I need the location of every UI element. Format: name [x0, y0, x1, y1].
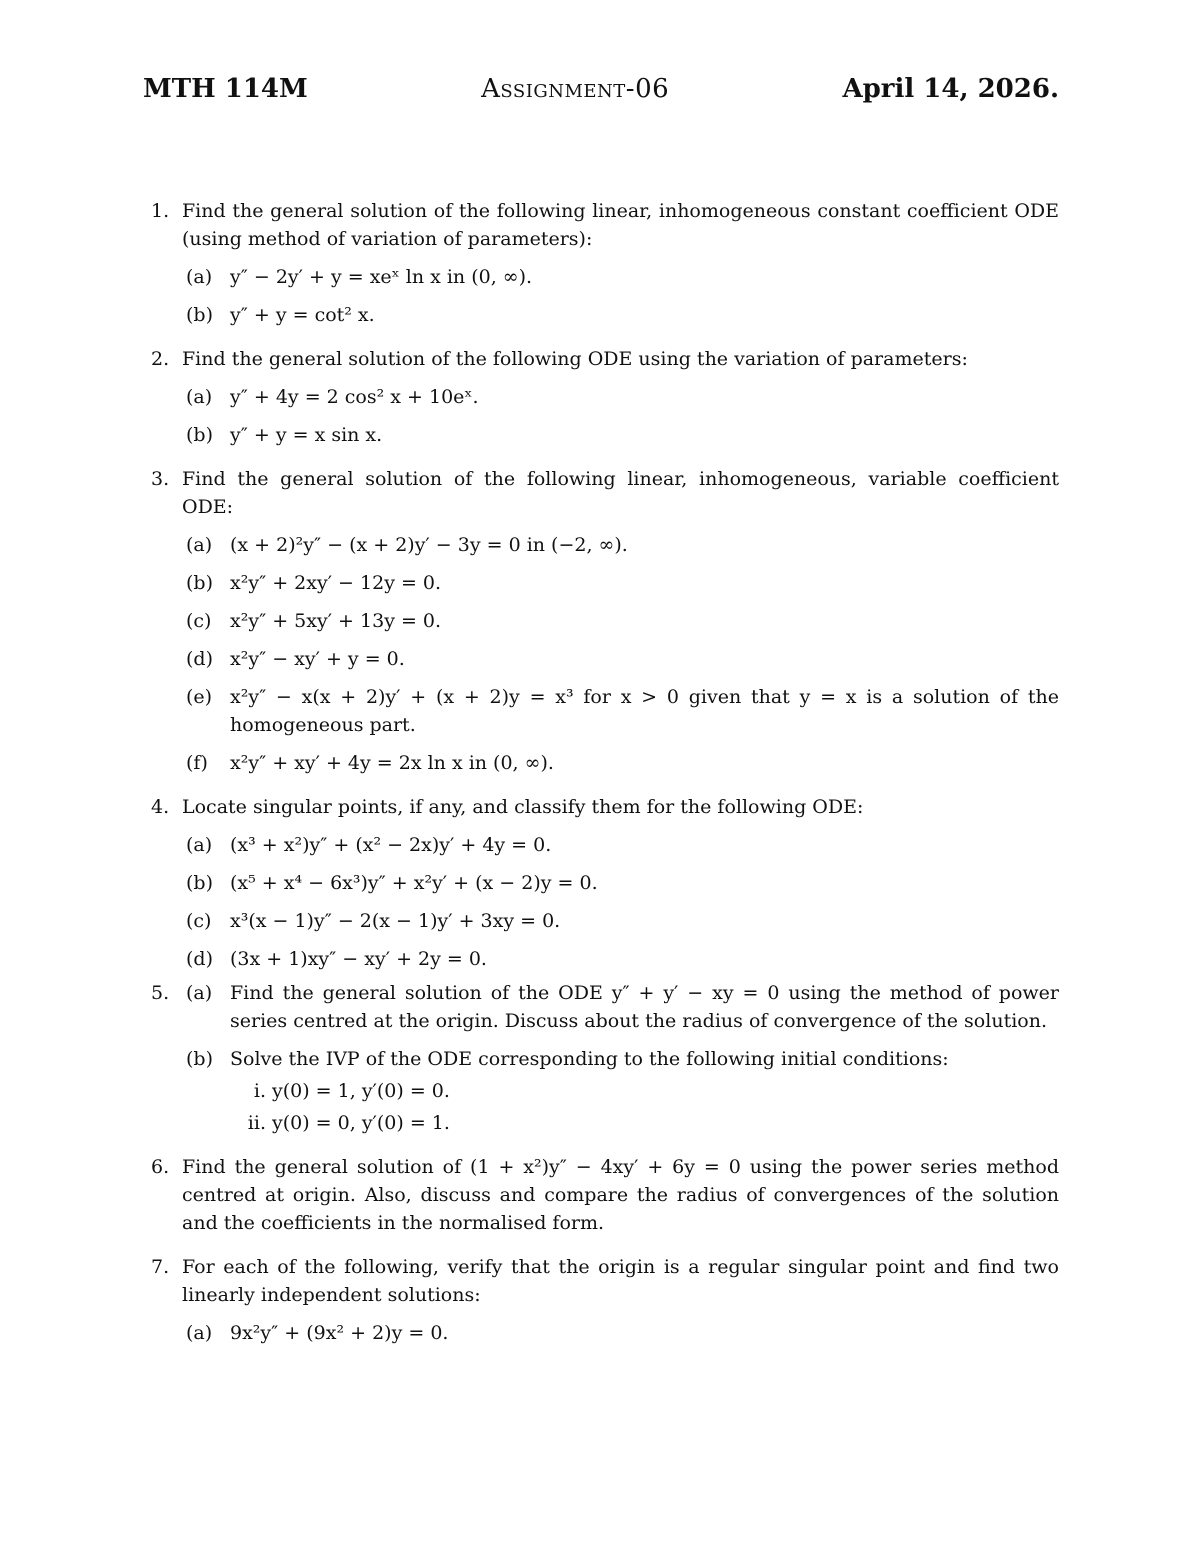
part-label: (a): [186, 386, 213, 408]
problem-3-part: [182, 607, 1059, 635]
subpart-item: [230, 1109, 1059, 1137]
part-text: (3x + 1)xy″ − xy′ + 2y = 0.: [230, 948, 487, 970]
problem-2-part: [182, 421, 1059, 449]
problem-4-part: [182, 869, 1059, 897]
subpart-item: [230, 1077, 1059, 1105]
problem-1-part: [182, 301, 1059, 329]
problem-statement: Locate singular points, if any, and classify them for the following ODE:: [182, 796, 864, 818]
part-text: y″ − 2y′ + y = xeˣ ln x in (0, ∞).: [230, 266, 533, 288]
problem-3-part: [182, 569, 1059, 597]
problem-6: [143, 1153, 1059, 1237]
problem-5-part: [182, 979, 1059, 1035]
part-label: (a): [186, 266, 213, 288]
subpart-text: y(0) = 0, y′(0) = 1.: [272, 1112, 450, 1134]
part-text: y″ + 4y = 2 cos² x + 10eˣ.: [230, 386, 479, 408]
problem-3-part: [182, 749, 1059, 777]
subpart-list: [230, 1077, 1059, 1137]
subpart-label: ii.: [247, 1112, 266, 1134]
part-text: x²y″ + 5xy′ + 13y = 0.: [230, 610, 442, 632]
problem-statement: Find the general solution of the following ODE using the variation of parameters:: [182, 348, 968, 370]
problem-statement: Find the general solution of the following linear, inhomogeneous constant coefficient ODE (using method of variation of parameters):: [182, 200, 1059, 250]
problem-4-part: [182, 831, 1059, 859]
problem-statement: Find the general solution of the following linear, inhomogeneous, variable coefficient ODE:: [182, 468, 1059, 518]
problem-1-part: [182, 263, 1059, 291]
problem-1: [143, 197, 1059, 329]
problem-4: [143, 793, 1059, 973]
page-header: [143, 74, 1059, 104]
part-list: [182, 531, 1059, 777]
part-label: (c): [186, 910, 212, 932]
part-label: (d): [186, 648, 213, 670]
part-label: (b): [186, 872, 213, 894]
part-list: [182, 979, 1059, 1137]
part-label: (b): [186, 424, 213, 446]
part-label: (f): [186, 752, 208, 774]
part-text: (x⁵ + x⁴ − 6x³)y″ + x²y′ + (x − 2)y = 0.: [230, 872, 598, 894]
problem-3-part: [182, 531, 1059, 559]
part-label: (a): [186, 982, 213, 1004]
problem-list: [143, 197, 1059, 1363]
problem-2: [143, 345, 1059, 449]
problem-4-part: [182, 907, 1059, 935]
part-list: [182, 263, 1059, 329]
part-label: (b): [186, 1048, 213, 1070]
part-label: (a): [186, 1322, 213, 1344]
part-label: (e): [186, 686, 213, 708]
part-label: (a): [186, 534, 213, 556]
part-text: x²y″ + xy′ + 4y = 2x ln x in (0, ∞).: [230, 752, 554, 774]
part-list: [182, 1319, 1059, 1347]
problem-number: 4.: [151, 796, 170, 818]
part-label: (b): [186, 572, 213, 594]
problem-7: [143, 1253, 1059, 1347]
part-label: (a): [186, 834, 213, 856]
assignment-title: Assignment-06: [481, 74, 670, 104]
course-code: MTH 114M: [143, 74, 308, 104]
part-list: [182, 383, 1059, 449]
part-text: Find the general solution of the ODE y″ + y′ − xy = 0 using the method of power series centred at the origin. Discuss about the radius of convergence of the solution.: [230, 982, 1059, 1032]
part-label: (c): [186, 610, 212, 632]
problem-statement: For each of the following, verify that the origin is a regular singular point and find two linearly independent solutions:: [182, 1256, 1059, 1306]
part-text: y″ + y = x sin x.: [230, 424, 383, 446]
subpart-label: i.: [253, 1080, 266, 1102]
part-text: x²y″ + 2xy′ − 12y = 0.: [230, 572, 442, 594]
problem-2-part: [182, 383, 1059, 411]
problem-3: [143, 465, 1059, 777]
part-text: (x + 2)²y″ − (x + 2)y′ − 3y = 0 in (−2, ∞).: [230, 534, 628, 556]
problem-statement: Find the general solution of (1 + x²)y″ − 4xy′ + 6y = 0 using the power series method centred at origin. Also, discuss and compare the radius of convergences of the solution and the coefficients in the normalised form.: [182, 1156, 1059, 1234]
problem-5-part: [182, 1045, 1059, 1137]
problem-number: 5.: [151, 982, 170, 1004]
part-text: x³(x − 1)y″ − 2(x − 1)y′ + 3xy = 0.: [230, 910, 561, 932]
part-text: x²y″ − x(x + 2)y′ + (x + 2)y = x³ for x > 0 given that y = x is a solution of the homogeneous part.: [230, 686, 1059, 736]
problem-number: 3.: [151, 468, 170, 490]
part-text: x²y″ − xy′ + y = 0.: [230, 648, 405, 670]
problem-3-part: [182, 683, 1059, 739]
problem-4-part: [182, 945, 1059, 973]
part-text: 9x²y″ + (9x² + 2)y = 0.: [230, 1322, 449, 1344]
part-label: (d): [186, 948, 213, 970]
problem-number: 2.: [151, 348, 170, 370]
problem-7-part: [182, 1319, 1059, 1347]
problem-5: [143, 979, 1059, 1137]
part-text: y″ + y = cot² x.: [230, 304, 375, 326]
part-text: (x³ + x²)y″ + (x² − 2x)y′ + 4y = 0.: [230, 834, 552, 856]
problem-number: 1.: [151, 200, 170, 222]
part-list: [182, 831, 1059, 973]
problem-number: 7.: [151, 1256, 170, 1278]
subpart-text: y(0) = 1, y′(0) = 0.: [272, 1080, 450, 1102]
assignment-date: April 14, 2026.: [842, 74, 1059, 104]
part-text: Solve the IVP of the ODE corresponding to the following initial conditions:: [230, 1048, 949, 1070]
part-label: (b): [186, 304, 213, 326]
problem-number: 6.: [151, 1156, 170, 1178]
problem-3-part: [182, 645, 1059, 673]
